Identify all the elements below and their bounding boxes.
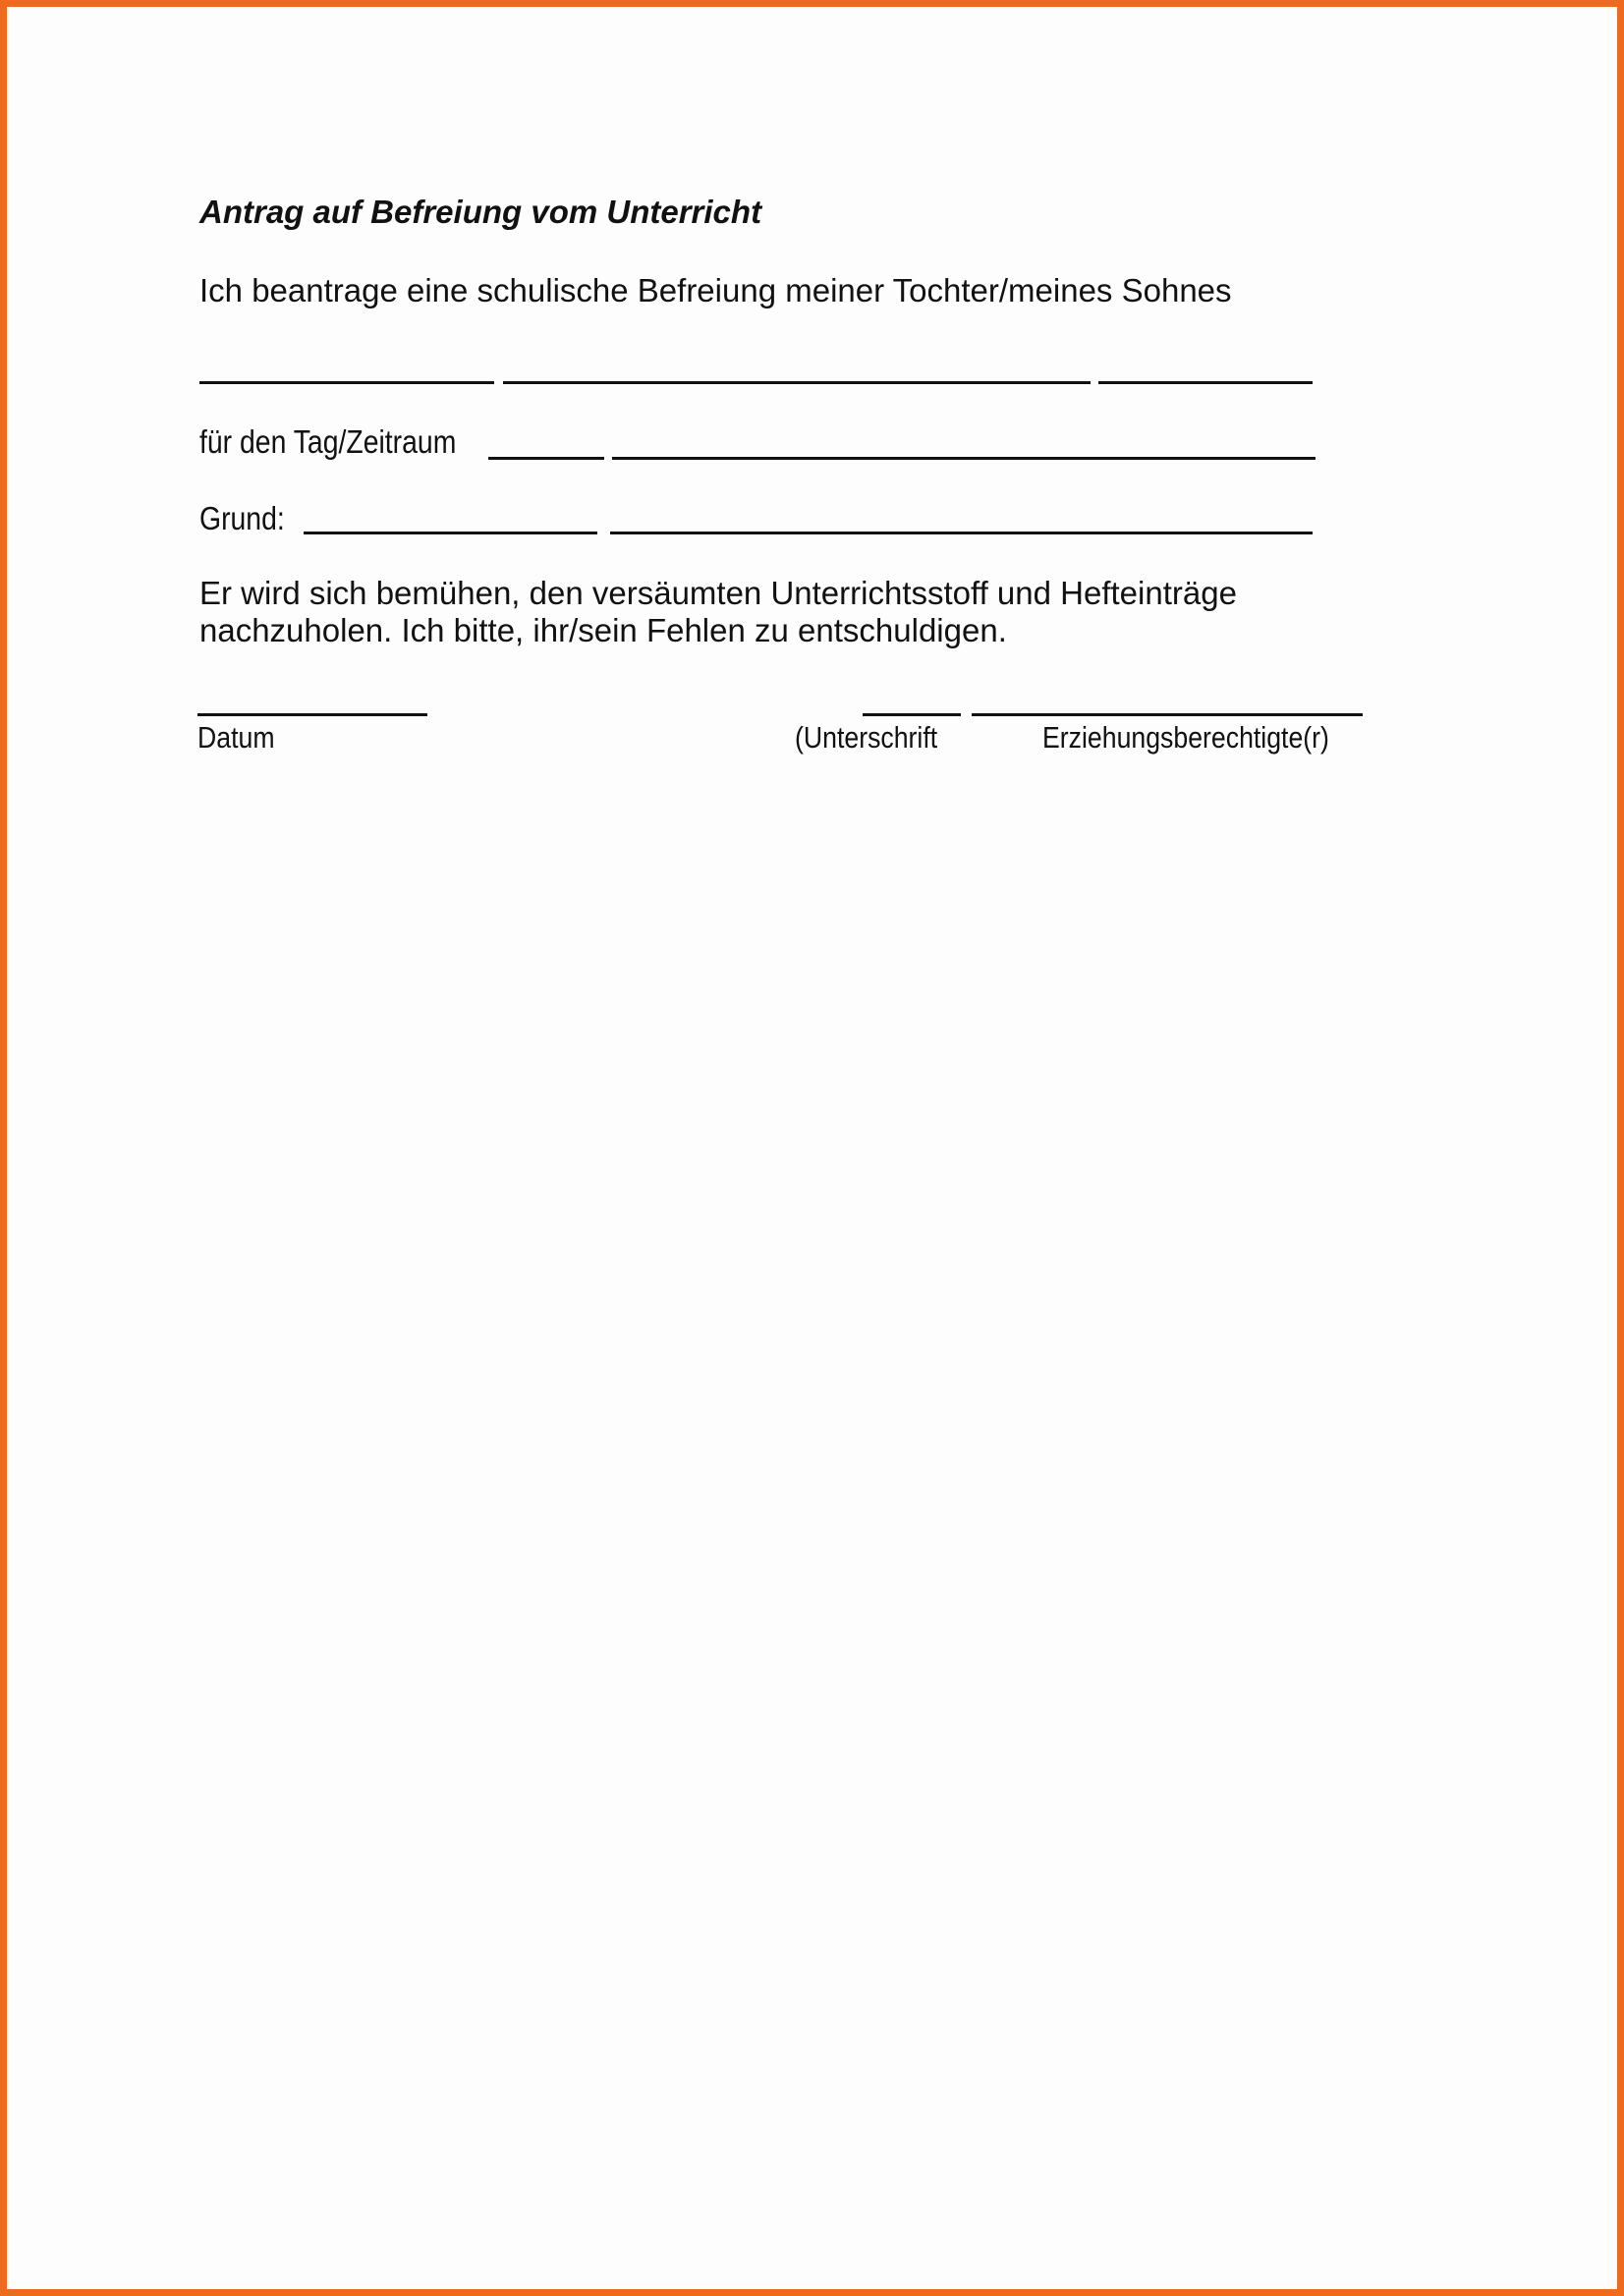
- date-line[interactable]: [197, 713, 427, 716]
- intro-text: Ich beantrage eine schulische Befreiung meiner Tochter/meines Sohnes: [199, 272, 1232, 308]
- signature-label-part2: Erziehungsberechtigte(r): [1042, 720, 1329, 755]
- reason-line-1[interactable]: [304, 532, 597, 534]
- reason-label: Grund:: [199, 500, 285, 536]
- signature-label-part1: (Unterschrift: [795, 720, 938, 755]
- statement-line-1: Er wird sich bemühen, den versäumten Unterrichtsstoff und Hefteinträge: [199, 575, 1237, 611]
- signature-line-1[interactable]: [863, 713, 961, 716]
- period-label: für den Tag/Zeitraum: [199, 423, 457, 460]
- period-range-line[interactable]: [612, 457, 1316, 460]
- signature-line-2[interactable]: [972, 713, 1363, 716]
- reason-line-2[interactable]: [610, 532, 1313, 534]
- period-date-line[interactable]: [488, 457, 604, 460]
- class-line[interactable]: [1098, 381, 1313, 384]
- date-label: Datum: [197, 720, 275, 755]
- first-name-line[interactable]: [199, 381, 494, 384]
- last-name-line[interactable]: [503, 381, 1091, 384]
- document-title: Antrag auf Befreiung vom Unterricht: [199, 194, 762, 230]
- statement-line-2: nachzuholen. Ich bitte, ihr/sein Fehlen zu entschuldigen.: [199, 612, 1007, 648]
